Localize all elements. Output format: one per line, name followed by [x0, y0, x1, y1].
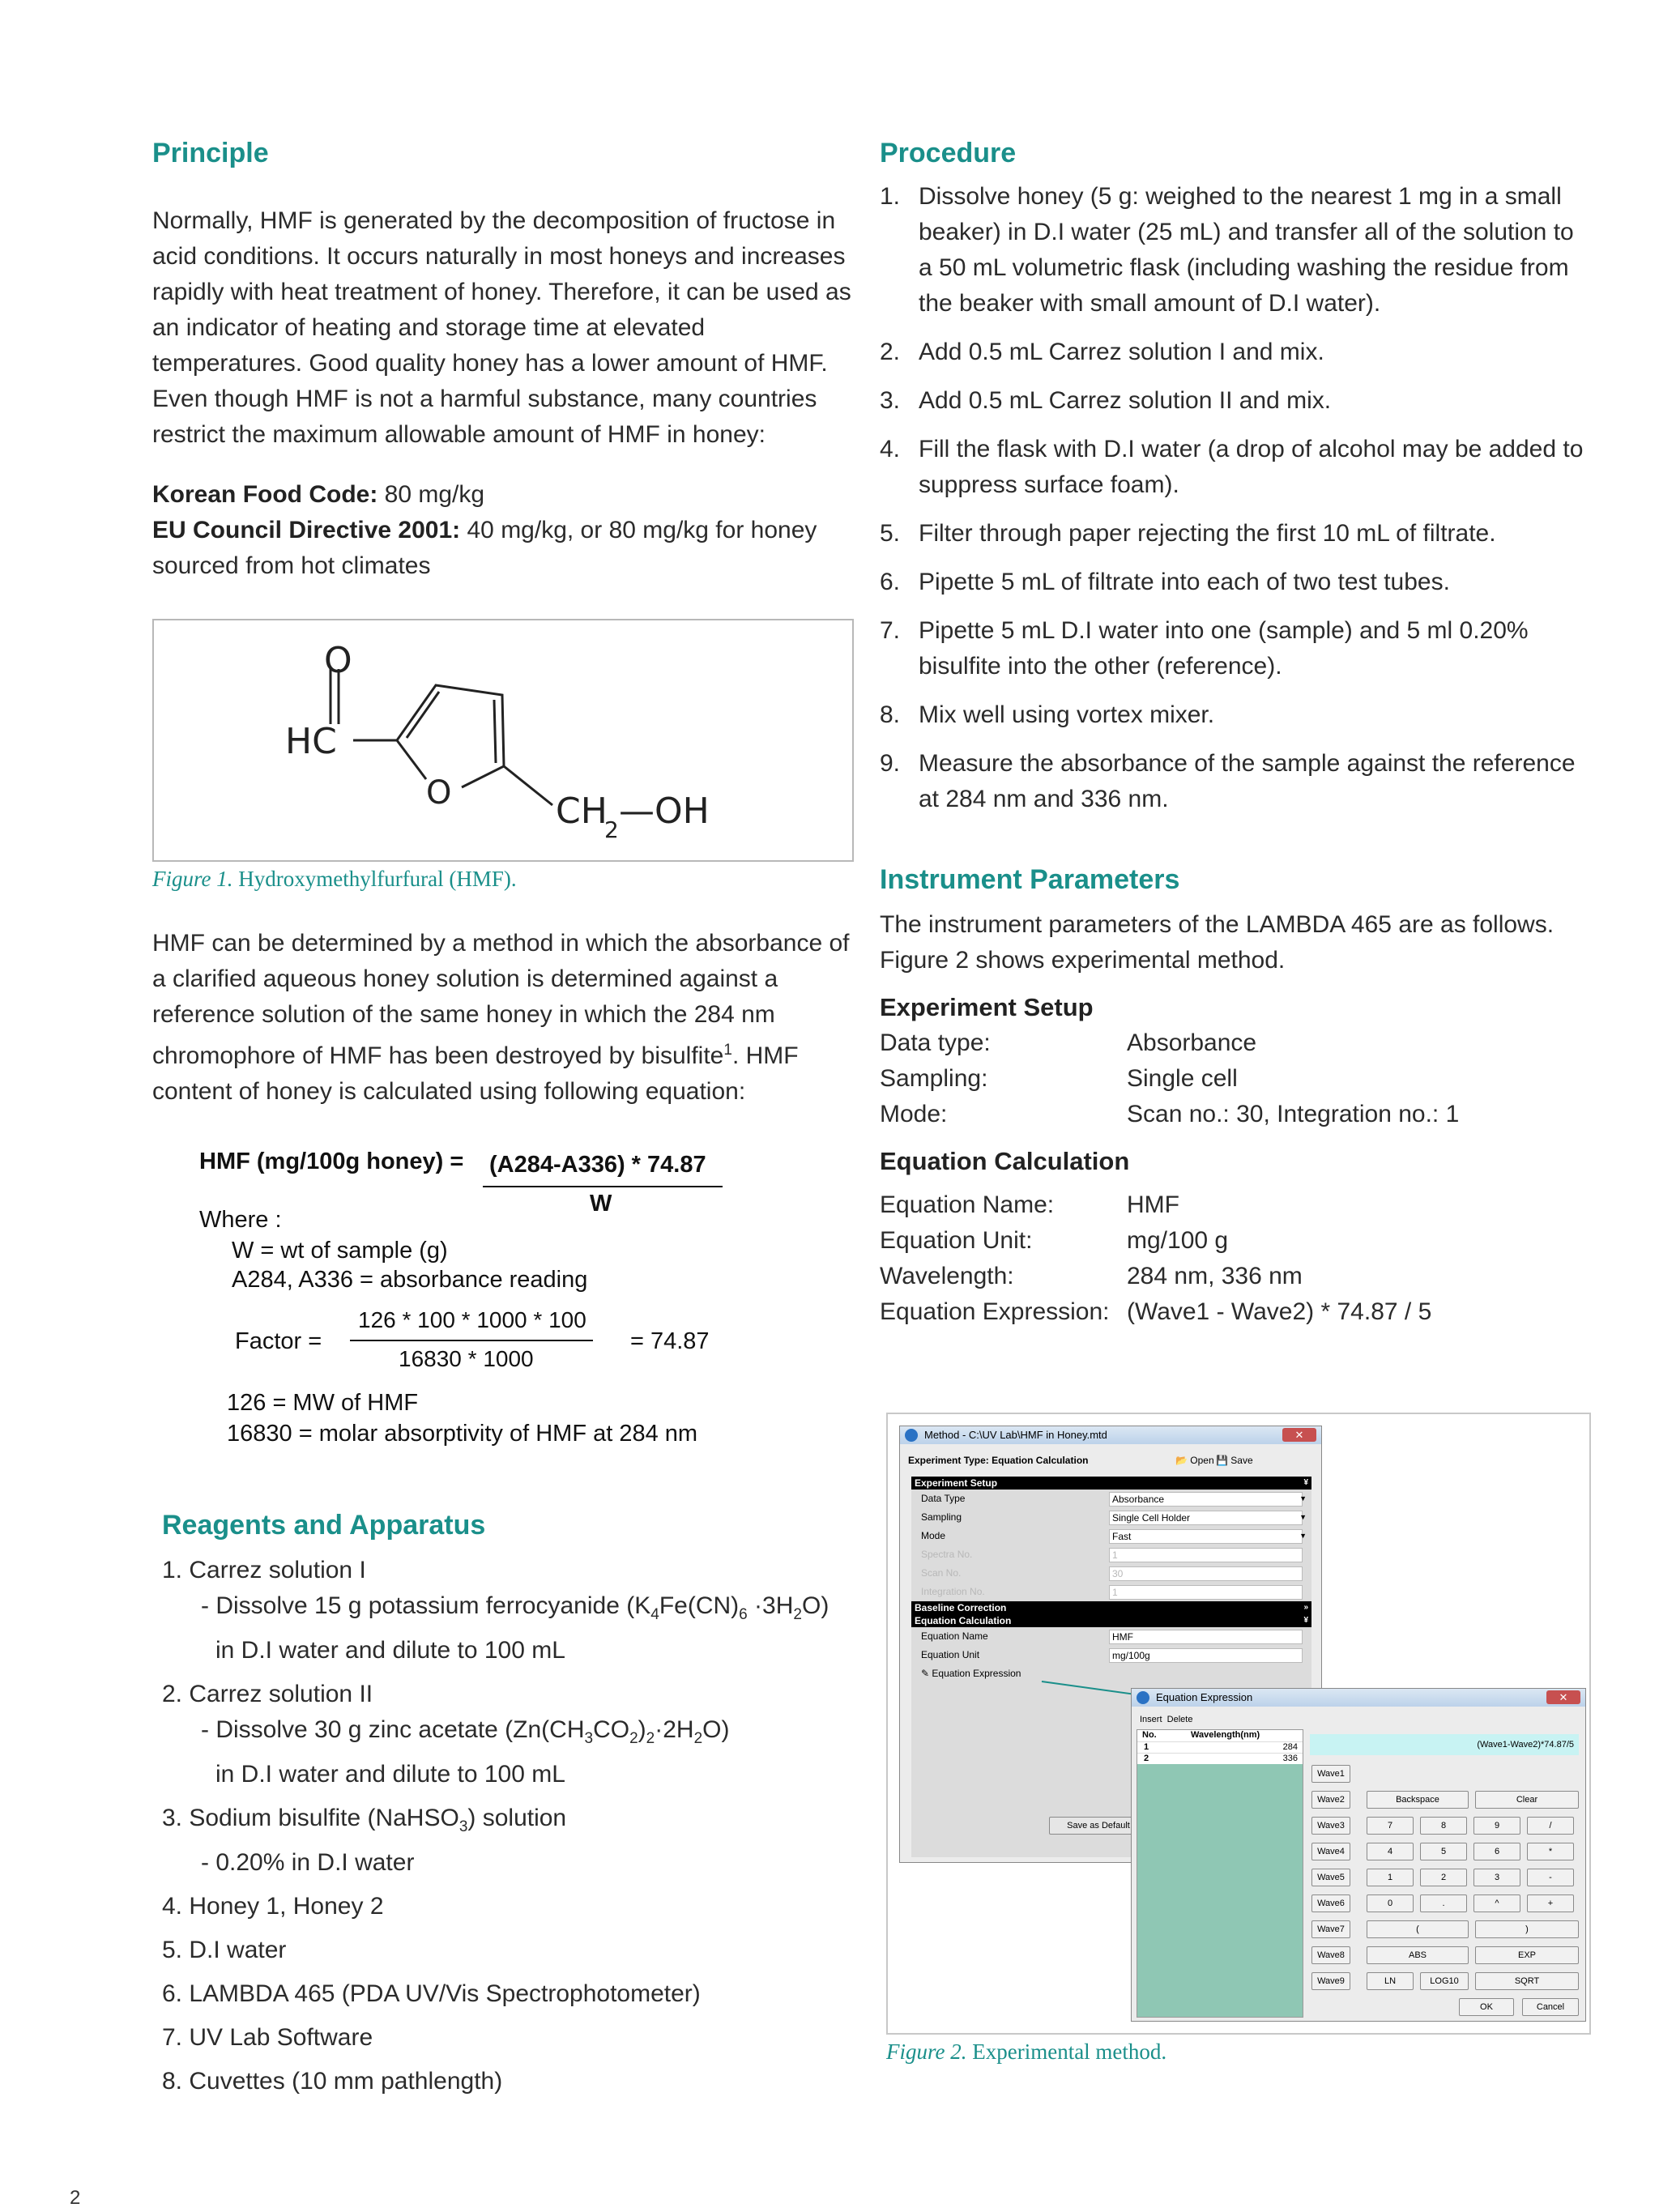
figure-2-screenshot [886, 1413, 1591, 2035]
step-text: Pipette 5 mL of filtrate into each of two test tubes. [919, 569, 1450, 595]
left-paren-button[interactable]: ( [1367, 1920, 1469, 1938]
eu-value: 40 mg/kg, or 80 mg/kg for honey sourced from hot climates [152, 517, 817, 579]
backspace-button[interactable]: Backspace [1367, 1791, 1469, 1809]
ch-label: CH [556, 791, 608, 832]
param-value: (Wave1 - Wave2) * 74.87 / 5 [1127, 1298, 1432, 1325]
equation-expression-dialog [1131, 1688, 1586, 2022]
wavelength-table [1137, 1729, 1303, 2018]
key-button[interactable]: 6 [1473, 1843, 1520, 1860]
figure-2-number: Figure 2. [886, 2039, 967, 2064]
param-value: Absorbance [1127, 1029, 1257, 1056]
clear-button[interactable]: Clear [1475, 1791, 1579, 1809]
param-value: mg/100 g [1127, 1227, 1229, 1254]
right-column [880, 138, 1593, 1330]
key-button[interactable]: + [1527, 1894, 1574, 1912]
wave-button[interactable]: Wave7 [1311, 1920, 1350, 1938]
oh-label: —OH [619, 791, 710, 832]
expression-display[interactable]: (Wave1-Wave2)*74.87/5 [1310, 1734, 1579, 1755]
korean-food-code [152, 477, 857, 513]
table-row[interactable] [1137, 1741, 1303, 1753]
principle-paragraph: Normally, HMF is generated by the decomposition of fructose in acid conditions. It occurs naturally in most honeys and increases rapidly with heat treatment of honey. Therefore, it can be used as an indicator of heating and storage time at elevated temperatures. Good quality honey has a lower amount of HMF. Even though HMF is not a harmful substance, many countries restrict the maximum allowable amount of HMF in honey: [152, 207, 851, 448]
left-column [152, 138, 857, 584]
figure-1-number: Figure 1. [152, 867, 233, 891]
eu-directive [152, 513, 857, 584]
step-number: 2. [880, 339, 901, 365]
eu-label: EU Council Directive 2001: [152, 517, 461, 543]
field-label: Equation Unit [921, 1649, 980, 1660]
param-value: 284 nm, 336 nm [1127, 1263, 1303, 1289]
dropdown-arrow-icon[interactable]: ▼ [1299, 1494, 1307, 1502]
param-key: Mode: [880, 1101, 948, 1127]
reagent-4: 4. Honey 1, Honey 2 [162, 1893, 384, 1920]
field-label: Sampling [921, 1511, 962, 1523]
param-row [880, 1025, 1593, 1061]
wavelength-table-header: No. Wavelength(nm) [1137, 1730, 1303, 1741]
row-no: 2 [1144, 1754, 1149, 1763]
field-value[interactable]: mg/100g [1109, 1648, 1303, 1663]
field-label: Integration No. [921, 1586, 985, 1597]
dialog-close-icon[interactable]: ✕ [1546, 1690, 1580, 1704]
field-value: 1 [1109, 1548, 1303, 1562]
sqrt-button[interactable]: SQRT [1475, 1972, 1579, 1990]
wave-button[interactable]: Wave1 [1311, 1765, 1350, 1783]
reagent-1: 1. Carrez solution I [162, 1557, 366, 1583]
key-button[interactable]: 2 [1420, 1869, 1467, 1886]
key-button[interactable]: * [1527, 1843, 1574, 1860]
param-value: Single cell [1127, 1065, 1238, 1092]
insert-button[interactable]: Insert [1140, 1715, 1162, 1724]
korean-value: 80 mg/kg [377, 481, 485, 508]
step-text: Add 0.5 mL Carrez solution I and mix. [919, 339, 1324, 365]
reagent-2-detail-2: in D.I water and dilute to 100 mL [215, 1761, 565, 1788]
param-row [880, 1187, 1593, 1223]
abs-button[interactable]: ABS [1367, 1946, 1469, 1964]
param-key: Equation Name: [880, 1191, 1055, 1218]
step-text: Filter through paper rejecting the first 10 mL of filtrate. [919, 520, 1496, 547]
param-key: Data type: [880, 1029, 991, 1056]
procedure-step [880, 516, 1593, 552]
insert-delete-row [1140, 1715, 1192, 1724]
procedure-step [880, 565, 1593, 600]
step-text: Dissolve honey (5 g: weighed to the nearest 1 mg in a small beaker) in D.I water (25 mL) and transfer all of the solution to a 50 mL volumetric flask (including washing the residue from the beaker with small amount of D.I water). [919, 183, 1574, 317]
hc-label: HC [285, 721, 337, 762]
reagent-6: 6. LAMBDA 465 (PDA UV/Vis Spectrophotometer) [162, 1980, 701, 2007]
equation-expression-row[interactable]: ✎ Equation Expression [921, 1668, 1021, 1679]
molar-absorptivity-definition: 16830 = molar absorptivity of HMF at 284 nm [227, 1421, 698, 1447]
param-row [880, 1223, 1593, 1259]
setup-table [880, 1025, 1593, 1132]
factor-numerator: 126 * 100 * 1000 * 100 [358, 1307, 586, 1332]
key-button[interactable]: 4 [1367, 1843, 1414, 1860]
step-text: Pipette 5 mL D.I water into one (sample) and 5 ml 0.20% bisulfite into the other (reference). [919, 617, 1529, 680]
wave-button[interactable]: Wave2 [1311, 1791, 1350, 1809]
fraction-bar [483, 1186, 723, 1187]
figure-2-caption [886, 2039, 1166, 2065]
open-button[interactable]: 📂 Open [1175, 1455, 1214, 1466]
log10-button[interactable]: LOG10 [1420, 1972, 1469, 1990]
wave-button[interactable]: Wave4 [1311, 1843, 1350, 1860]
equation-denominator: W [590, 1191, 612, 1217]
key-button[interactable]: 8 [1420, 1817, 1467, 1835]
field-value[interactable]: HMF [1109, 1630, 1303, 1644]
field-value: 1 [1109, 1585, 1303, 1600]
method-text-b: . HMF content of honey is calculated using following equation: [152, 1042, 799, 1105]
reagent-1-detail-2: in D.I water and dilute to 100 mL [215, 1637, 565, 1664]
save-button[interactable]: 💾 Save [1216, 1455, 1253, 1466]
step-text: Measure the absorbance of the sample against the reference at 284 nm and 336 nm. [919, 750, 1576, 812]
wave-button[interactable]: Wave9 [1311, 1972, 1350, 1990]
dialog-logo-icon [1137, 1691, 1149, 1704]
field-label: Mode [921, 1530, 946, 1541]
korean-label: Korean Food Code: [152, 481, 378, 508]
field-value[interactable]: Fast [1109, 1529, 1303, 1544]
ok-button[interactable]: OK [1459, 1998, 1514, 2016]
reagent-5: 5. D.I water [162, 1937, 287, 1963]
equation-numerator: (A284-A336) * 74.87 [489, 1152, 706, 1178]
baseline-correction-bar[interactable]: Baseline Correction » [911, 1601, 1311, 1614]
procedure-heading: Procedure [880, 138, 1017, 168]
close-icon[interactable]: ✕ [1282, 1428, 1316, 1442]
factor-bar [350, 1340, 593, 1341]
figure-2-text: Experimental method. [966, 2039, 1167, 2064]
table-row[interactable] [1137, 1753, 1303, 1764]
key-button[interactable]: . [1420, 1894, 1467, 1912]
key-button[interactable]: / [1527, 1817, 1574, 1835]
step-text: Mix well using vortex mixer. [919, 701, 1215, 728]
param-value: Scan no.: 30, Integration no.: 1 [1127, 1101, 1460, 1127]
param-row [880, 1294, 1593, 1330]
where-label: Where : [199, 1207, 282, 1233]
dialog-titlebar [1132, 1689, 1585, 1707]
step-number: 3. [880, 387, 901, 414]
reagent-3-detail: - 0.20% in D.I water [201, 1849, 415, 1876]
equation-calculation-bar[interactable]: Equation Calculation ¥ [911, 1614, 1311, 1627]
figure-1-caption [152, 867, 517, 892]
calc-table [880, 1187, 1593, 1330]
hmf-structure-svg [154, 620, 852, 860]
step-number: 9. [880, 750, 901, 777]
field-label: Spectra No. [921, 1549, 973, 1560]
param-key: Equation Unit: [880, 1227, 1033, 1254]
step-number: 7. [880, 617, 901, 644]
hmf-molecule-figure [152, 619, 854, 862]
method-text-a: HMF can be determined by a method in which the absorbance of a clarified aqueous honey solution is determined against a reference solution of the same honey in which the 284 nm chromophore of HMF has been destroyed by bisulfite [152, 930, 850, 1069]
field-label: Data Type [921, 1493, 966, 1504]
procedure-step [880, 613, 1593, 684]
param-row [880, 1259, 1593, 1294]
instrument-intro: The instrument parameters of the LAMBDA 465 are as follows. Figure 2 shows experimental method. [880, 911, 1555, 974]
key-button[interactable]: 0 [1367, 1894, 1414, 1912]
key-button[interactable]: - [1527, 1869, 1574, 1886]
step-number: 6. [880, 569, 901, 595]
procedure-steps [880, 179, 1593, 817]
reference-superscript: 1 [723, 1042, 732, 1059]
wave-button[interactable]: Wave8 [1311, 1946, 1350, 1964]
experiment-setup-bar[interactable]: Experiment Setup ¥ [911, 1477, 1311, 1490]
ln-button[interactable]: LN [1367, 1972, 1414, 1990]
row-no: 1 [1144, 1742, 1149, 1752]
wave-button[interactable]: Wave5 [1311, 1869, 1350, 1886]
procedure-step [880, 335, 1593, 370]
param-value: HMF [1127, 1191, 1179, 1218]
a-definition: A284, A336 = absorbance reading [232, 1267, 588, 1293]
reagents-heading: Reagents and Apparatus [162, 1510, 486, 1541]
ring-oxygen: O [426, 774, 452, 812]
mw-definition: 126 = MW of HMF [227, 1390, 419, 1416]
cancel-button[interactable]: Cancel [1522, 1998, 1579, 2016]
param-row [880, 1061, 1593, 1097]
delete-button[interactable]: Delete [1166, 1715, 1193, 1724]
field-label: Equation Name [921, 1630, 988, 1642]
field-value: 30 [1109, 1566, 1303, 1581]
procedure-step [880, 432, 1593, 503]
row-wavelength: 336 [1282, 1754, 1298, 1763]
key-button[interactable]: 9 [1473, 1817, 1520, 1835]
step-text: Add 0.5 mL Carrez solution II and mix. [919, 387, 1332, 414]
reagent-1-detail: - Dissolve 15 g potassium ferrocyanide $(K_4Fe(CN)_6 \cdot 3H_2O)$ [201, 1592, 830, 1623]
principle-heading: Principle [152, 138, 269, 168]
row-wavelength: 284 [1282, 1742, 1298, 1752]
field-label: Scan No. [921, 1567, 962, 1579]
reagent-8: 8. Cuvettes (10 mm pathlength) [162, 2068, 503, 2095]
calc-heading: Equation Calculation [880, 1147, 1130, 1175]
procedure-step [880, 179, 1593, 322]
step-number: 8. [880, 701, 901, 728]
param-key: Wavelength: [880, 1263, 1014, 1289]
hmf-equation [199, 1149, 783, 1456]
reagent-7: 7. UV Lab Software [162, 2024, 373, 2051]
setup-heading: Experiment Setup [880, 993, 1094, 1021]
param-key: Sampling: [880, 1065, 988, 1092]
hmf-method-paragraph [152, 926, 857, 1110]
key-button[interactable]: 3 [1473, 1869, 1520, 1886]
key-button[interactable]: ^ [1473, 1894, 1520, 1912]
w-definition: W = wt of sample (g) [232, 1238, 448, 1264]
dialog-title: Equation Expression [1156, 1691, 1253, 1703]
factor-denominator: 16830 * 1000 [399, 1346, 534, 1371]
field-value[interactable]: Single Cell Holder [1109, 1511, 1303, 1525]
factor-label: Factor = [235, 1328, 322, 1354]
param-row [880, 1097, 1593, 1132]
step-number: 5. [880, 520, 901, 547]
factor-result: = 74.87 [630, 1328, 710, 1354]
wave-button[interactable]: Wave6 [1311, 1894, 1350, 1912]
figure-1-text: Hydroxymethylfurfural (HMF). [232, 867, 517, 891]
procedure-step [880, 383, 1593, 419]
procedure-step [880, 697, 1593, 733]
step-number: 4. [880, 436, 901, 462]
step-text: Fill the flask with D.I water (a drop of alcohol may be added to suppress surface foam). [919, 436, 1584, 498]
wave-button[interactable]: Wave3 [1311, 1817, 1350, 1835]
step-number: 1. [880, 183, 901, 210]
param-key: Equation Expression: [880, 1298, 1110, 1325]
right-paren-button[interactable]: ) [1475, 1920, 1579, 1938]
procedure-step [880, 746, 1593, 817]
experiment-type: Experiment Type: Equation Calculation [908, 1455, 1089, 1466]
reagents-section [162, 1510, 859, 2099]
reagent-2: 2. Carrez solution II [162, 1681, 373, 1707]
dropdown-arrow-icon[interactable]: ▼ [1299, 1532, 1307, 1540]
key-button[interactable]: 5 [1420, 1843, 1467, 1860]
key-button[interactable]: 7 [1367, 1817, 1414, 1835]
exp-button[interactable]: EXP [1475, 1946, 1579, 1964]
reagent-3: 3. Sodium bisulfite (NaHSO$_3$) solution [162, 1805, 567, 1835]
save-as-default-button[interactable]: Save as Default [1049, 1817, 1148, 1835]
ch2-subscript: 2 [604, 816, 619, 843]
dropdown-arrow-icon[interactable]: ▼ [1299, 1513, 1307, 1521]
equation-lhs: HMF (mg/100g honey) = [199, 1149, 464, 1174]
page-number: 2 [70, 2187, 81, 2209]
carbonyl-oxygen: O [324, 640, 352, 681]
key-button[interactable]: 1 [1367, 1869, 1414, 1886]
field-value[interactable]: Absorbance [1109, 1492, 1303, 1507]
method-title: Method - C:\UV Lab\HMF in Honey.mtd [924, 1429, 1107, 1441]
instrument-heading: Instrument Parameters [880, 864, 1180, 895]
reagent-2-detail: - Dissolve 30 g zinc acetate $(Zn(CH_3CO_2)_2\cdot 2H_2O)$ [201, 1716, 730, 1747]
wavelength-rows [1137, 1741, 1303, 1764]
